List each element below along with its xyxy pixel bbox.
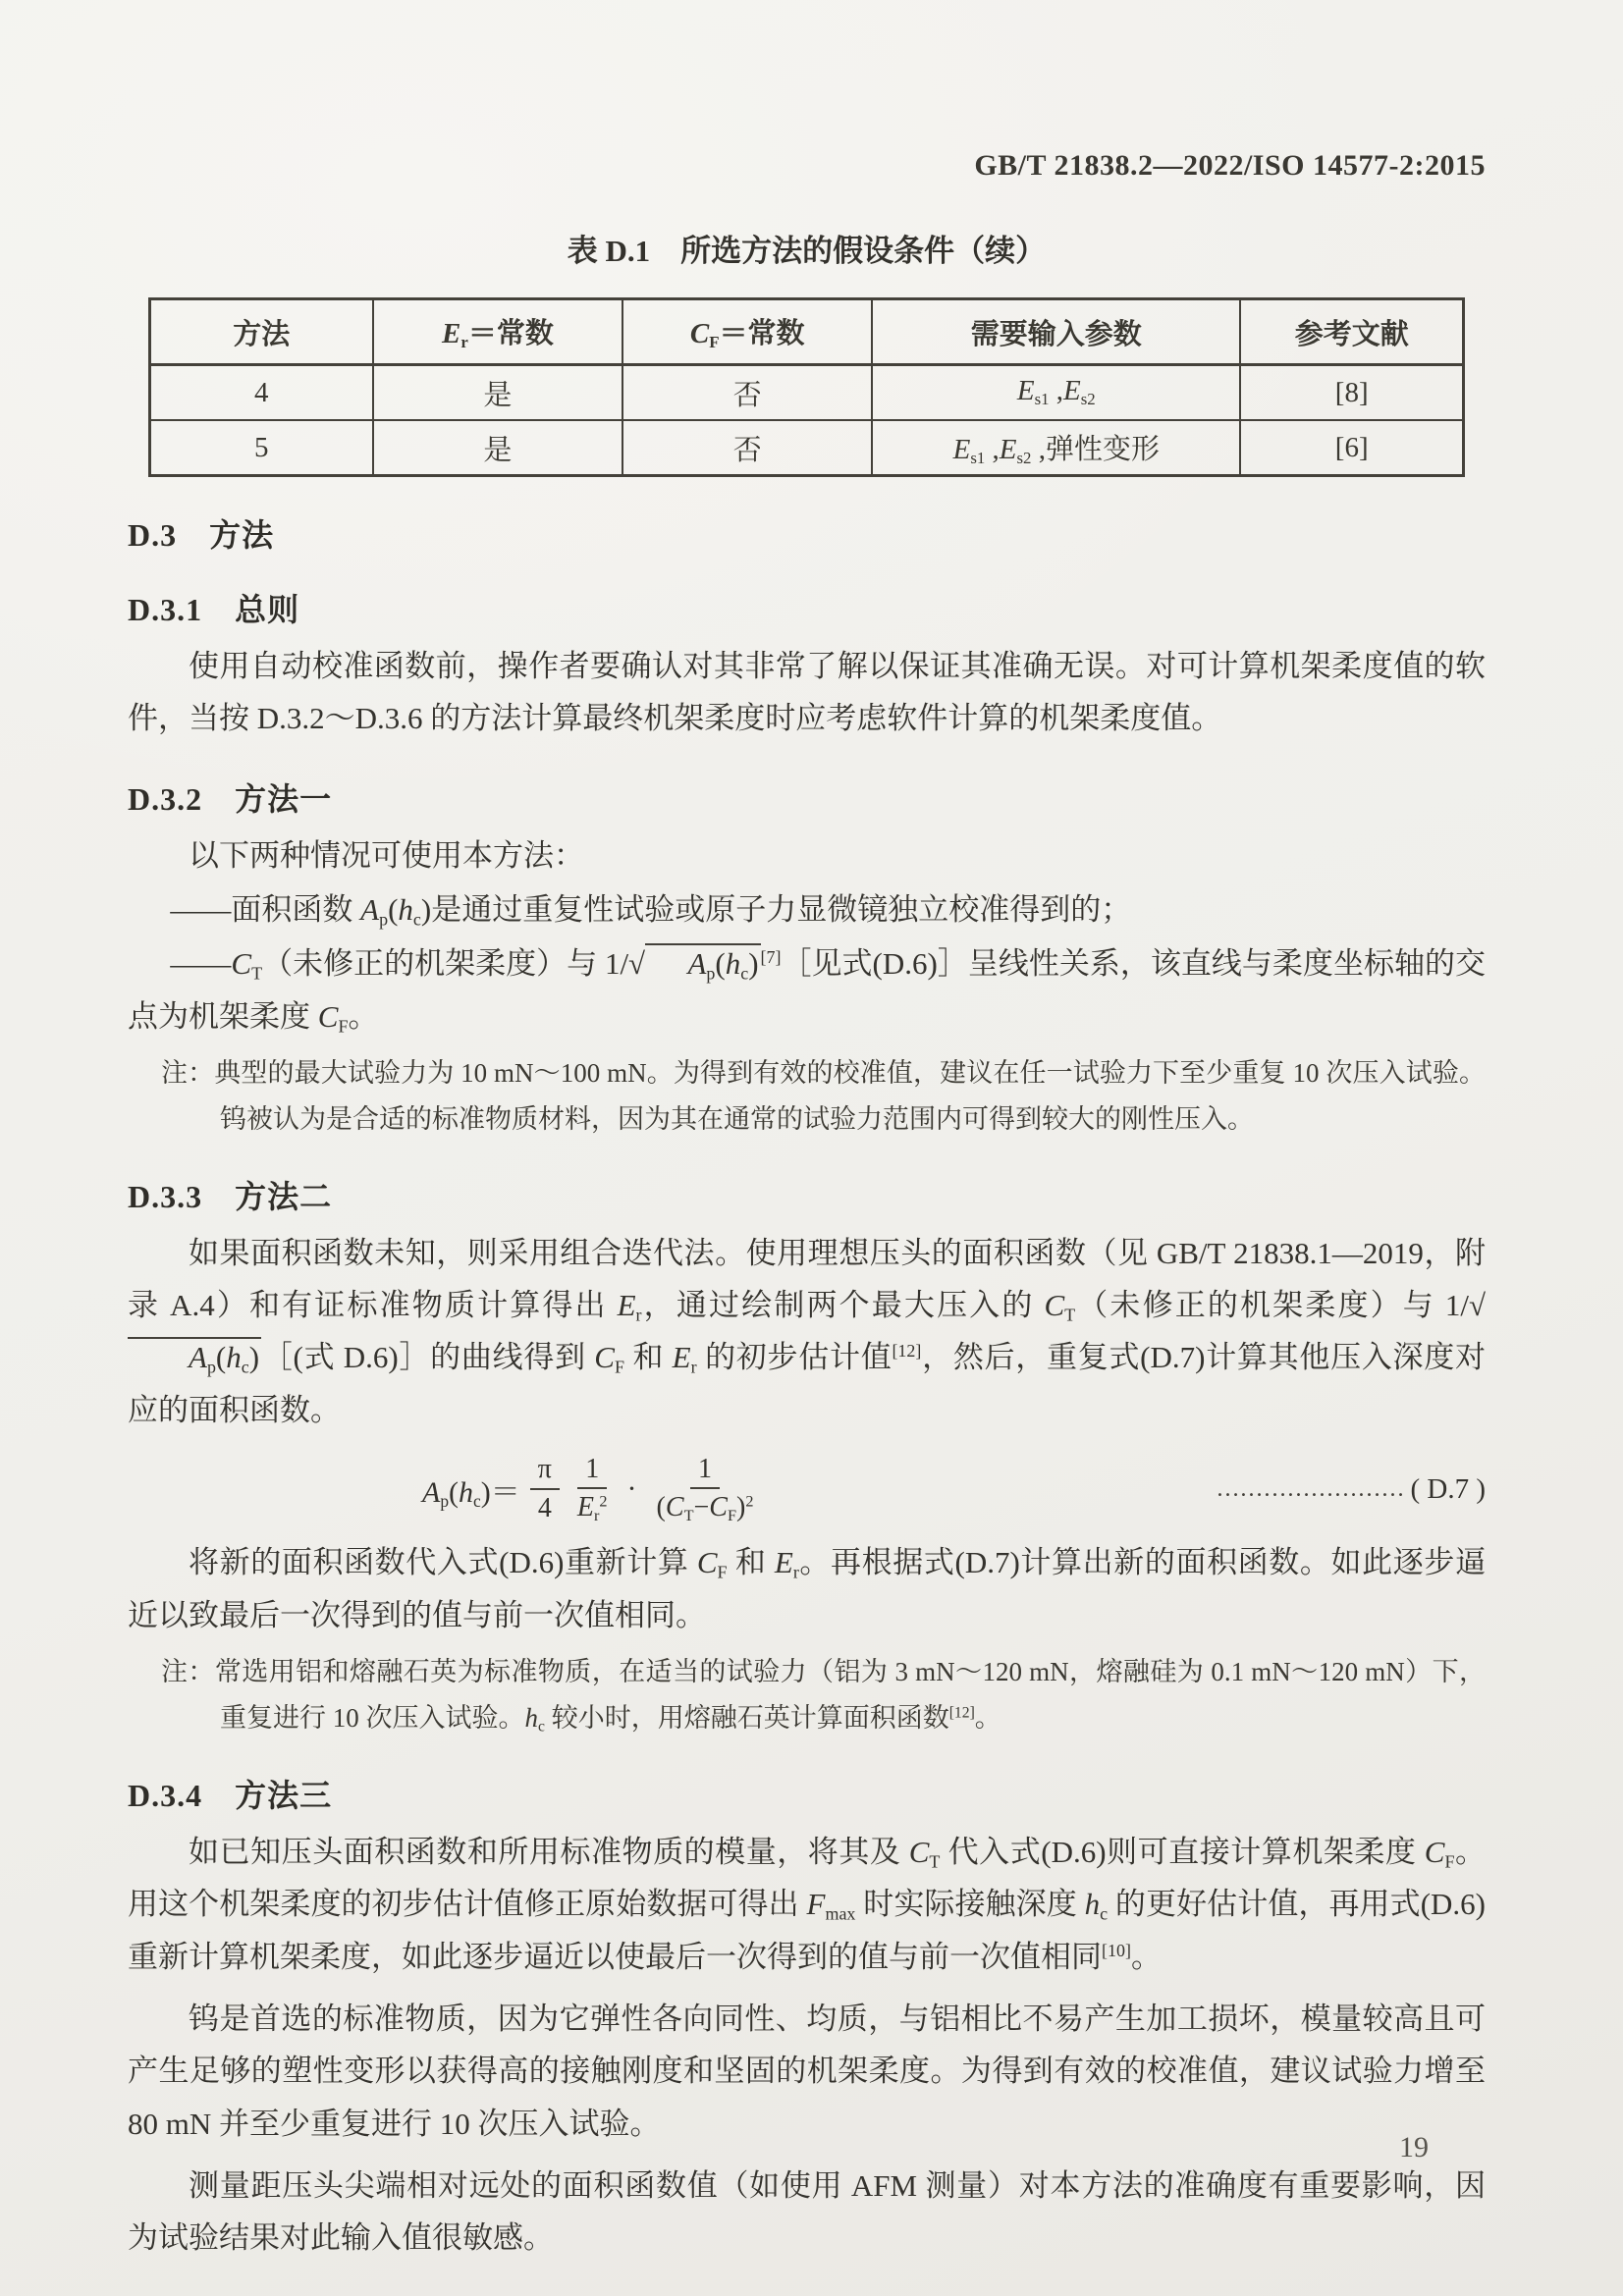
multiplication-dot: ·: [626, 1472, 637, 1506]
table-caption: 表 D.1 所选方法的假设条件（续）: [567, 234, 1047, 268]
paragraph-d3-3-2: 将新的面积函数代入式(D.6)重新计算 $C_F$ 和 $E_r$。再根据式(D.7)计算出新的面积函数。如此逐步逼近以致最后一次得到的值与前一次值相同。: [128, 1545, 1486, 1632]
table-cell: 否: [622, 420, 872, 476]
table-row-method-5: [149, 420, 1464, 476]
fraction-one-over-er-squared: $\frac{1}{E_r^2}$: [576, 1454, 608, 1525]
page-number: 19: [1399, 2131, 1429, 2163]
fraction-one-over-compliance-squared: $\frac{1}{(C_T-C_F)^2}$: [656, 1454, 754, 1525]
list-item-area-function: ——面积函数 $A_p(h_c)$是通过重复性试验或原子力显微镜独立校准得到的；: [170, 891, 1132, 930]
equation-number: ( D.7 ): [1410, 1472, 1486, 1505]
assumptions-table: [148, 297, 1466, 477]
paragraph-d3-4-1: 如已知压头面积函数和所用标准物质的模量，将其及 $C_T$ 代入式(D.6)则可直接计算机架柔度 $C_F$。用这个机架柔度的初步估计值修正原始数据可得出 $F_{max}$ 时实际接触深度 $h_c$ 的更好估计值，再用式(D.6)重新计算机架柔度，如此逐步逼近以使最后一次得到的值与前一次值相同[10]。: [128, 1835, 1486, 1974]
section-heading-d3: D.3 方法: [128, 517, 275, 554]
list-item-frame-compliance: $——C_T$（未修正的机架柔度）与 1/√ $A_p(h_c)$ [7]［见式(D.6)］呈线性关系，该直线与柔度坐标轴的交点为机架柔度 $C_F$。: [128, 937, 1486, 1042]
column-header-input-params: 需要输入参数: [872, 299, 1240, 365]
paragraph-d3-4-2: 钨是首选的标准物质，因为它弹性各向同性、均质，与铝相比不易产生加工损坏，模量较高且可产生足够的塑性变形以获得高的接触刚度和坚固的机架柔度。为得到有效的校准值，建议试验力增至 80 mN 并至少重复进行 10 次压入试验。: [128, 2001, 1486, 2141]
paragraph-d3-2-intro: 以下两种情况可使用本方法：: [189, 837, 584, 873]
column-header-er-constant: $E_r=$常数: [373, 299, 622, 365]
table-cell: 4: [149, 365, 373, 421]
table-cell: [8]: [1240, 365, 1464, 421]
section-heading-d3-1: D.3.1 总则: [128, 592, 300, 628]
table-cell: $E_{s1}$ $,E_{s2}$ ,弹性变形: [872, 420, 1240, 476]
equation-formula: [422, 1452, 761, 1526]
note-d3-2: 注：典型的最大试验力为 10 mN～100 mN。为得到有效的校准值，建议在任一试验力下至少重复 10 次压入试验。钨被认为是合适的标准物质材料，因为其在通常的试验力范围内可得到较大的刚性压入。: [161, 1057, 1486, 1134]
table-row-method-4: [149, 365, 1464, 421]
note-d3-3: 注：常选用铝和熔融石英为标准物质，在适当的试验力（铝为 3 mN～120 mN，熔融硅为 0.1 mN～120 mN）下，重复进行 10 次压入试验。$h_c$ 较小时，用熔融石英计算面积函数[12]。: [161, 1657, 1486, 1735]
section-heading-d3-4: D.3.4 方法三: [128, 1778, 333, 1813]
column-header-method: 方法: [149, 299, 373, 365]
equation-d7: [128, 1452, 1486, 1526]
table-cell: [6]: [1240, 420, 1464, 476]
equation-lhs: $A_p(h_c)=$: [422, 1475, 520, 1511]
paragraph-d3-3-1: 如果面积函数未知，则采用组合迭代法。使用理想压头的面积函数（见 GB/T 21838.1—2019，附录 A.4）和有证标准物质计算得出 $E_r$，通过绘制两个最大压入的 $C_T$（未修正的机架柔度）与 $1/√A_p(h_c)[$(式 D.6)］的曲线得到 $C_F$ 和 $E_r$ 的初步估计值[12]，然后，重复式(D.7)计算其他压入深度对应的面积函数。: [128, 1235, 1487, 1427]
table-cell: 5: [149, 420, 373, 476]
fraction-pi-over-4: $\frac{\pi}{4}$: [530, 1452, 560, 1526]
table-cell: $E_{s1}$ $,E_{s2}$: [872, 365, 1240, 421]
section-heading-d3-3: D.3.3 方法二: [128, 1178, 333, 1214]
table-cell: 是: [373, 420, 622, 476]
section-heading-d3-2: D.3.2 方法一: [128, 780, 333, 817]
table-header-row: [149, 299, 1464, 365]
column-header-cf-constant: $C_F=$常数: [622, 299, 872, 365]
equation-dot-leader: ……………………: [1216, 1475, 1405, 1502]
paragraph-d3-1: 使用自动校准函数前，操作者要确认对其非常了解以保证其准确无误。对可计算机架柔度值的软件，当按 D.3.2～D.3.6 的方法计算最终机架柔度时应考虑软件计算的机架柔度值。: [128, 649, 1486, 736]
column-header-references: 参考文献: [1240, 299, 1464, 365]
standard-number-header: GB/T 21838.2—2022/ISO 14577-2:2015: [974, 149, 1486, 182]
paragraph-d3-4-3: 测量距压头尖端相对远处的面积函数值（如使用 AFM 测量）对本方法的准确度有重要影响，因为试验结果对此输入值很敏感。: [128, 2167, 1486, 2256]
table-cell: 是: [373, 365, 622, 421]
table-cell: 否: [622, 365, 872, 421]
